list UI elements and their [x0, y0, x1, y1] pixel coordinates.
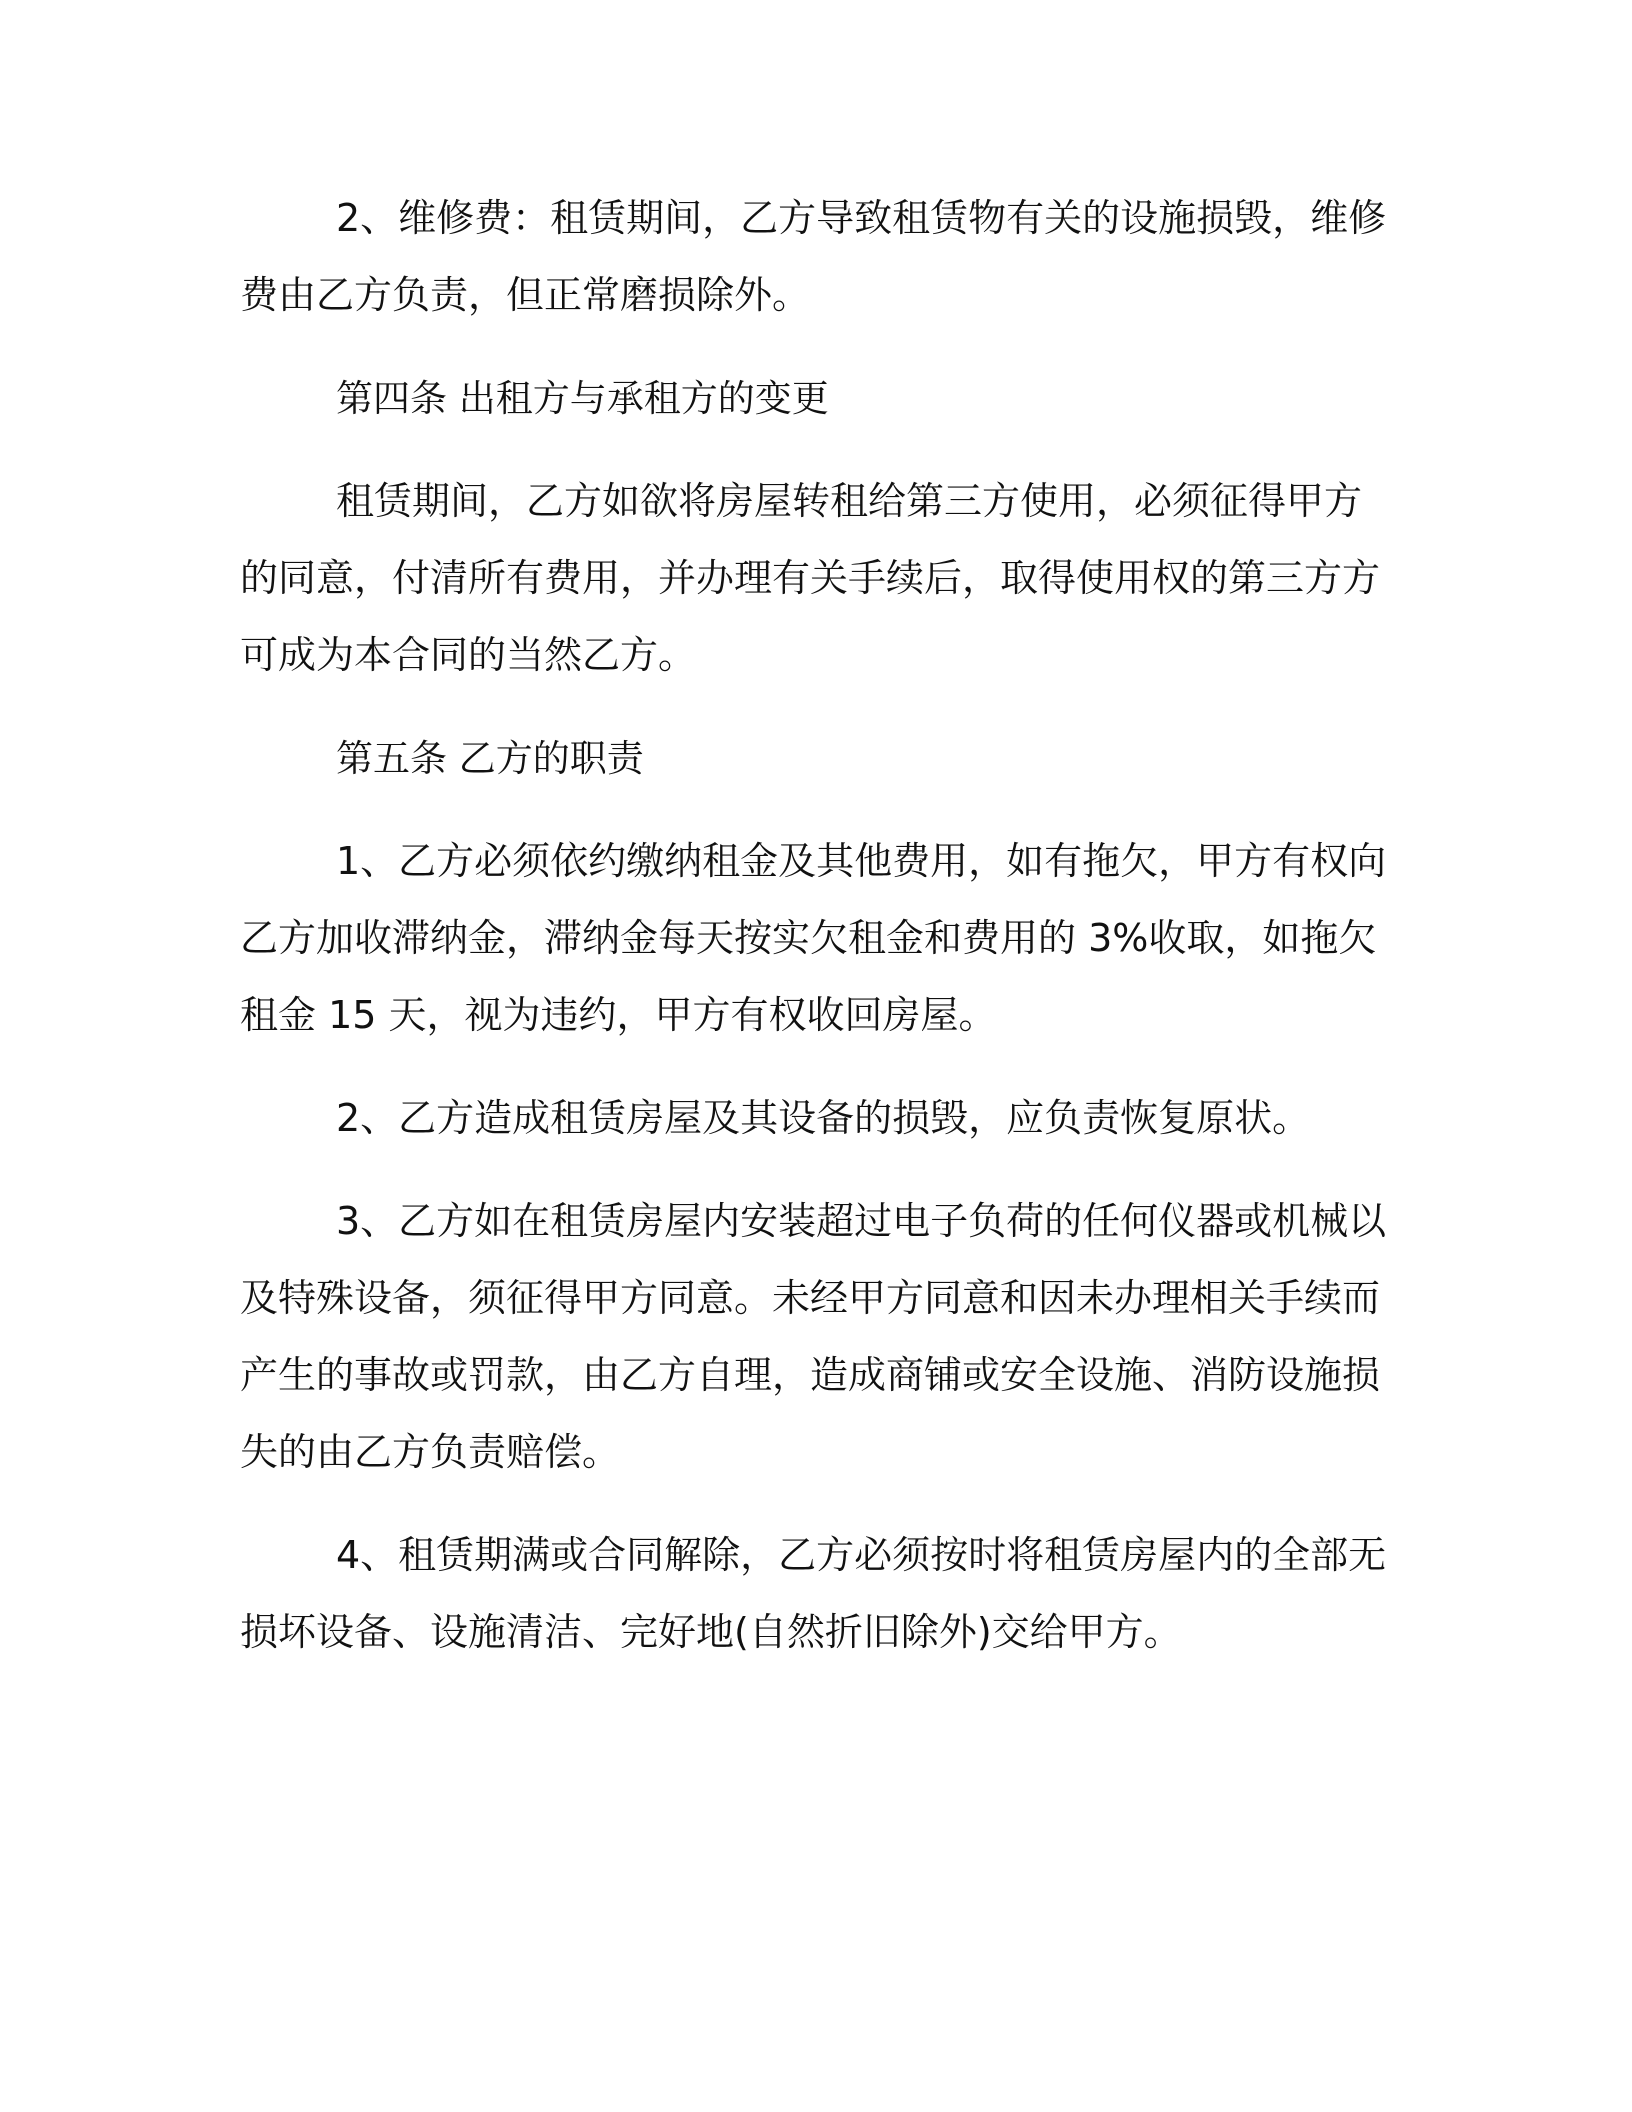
paragraph-lease-expiry: 4、租赁期满或合同解除，乙方必须按时将租赁房屋内的全部无损坏设备、设施清洁、完好地(自然折旧除外)交给甲方。 — [240, 1533, 1387, 1654]
article-5-heading: 第五条 乙方的职责 — [336, 737, 644, 780]
paragraph-rent-payment: 1、乙方必须依约缴纳租金及其他费用，如有拖欠，甲方有权向乙方加收滞纳金，滞纳金每天按实欠租金和费用的 3%收取，如拖欠租金 15 天，视为违约，甲方有权收回房屋。 — [240, 839, 1387, 1037]
paragraph-sublease: 租赁期间，乙方如欲将房屋转租给第三方使用，必须征得甲方的同意，付清所有费用，并办理有关手续后，取得使用权的第三方方可成为本合同的当然乙方。 — [240, 479, 1381, 677]
paragraph-maintenance-fee: 2、维修费：租赁期间，乙方导致租赁物有关的设施损毁，维修费由乙方负责，但正常磨损除外。 — [240, 196, 1387, 317]
paragraph-damage-restoration: 2、乙方造成租赁房屋及其设备的损毁，应负责恢复原状。 — [336, 1096, 1311, 1140]
paragraph-equipment-installation: 3、乙方如在租赁房屋内安装超过电子负荷的任何仪器或机械以及特殊设备，须征得甲方同意。未经甲方同意和因未办理相关手续而产生的事故或罚款，由乙方自理，造成商铺或安全设施、消防设施损失的由乙方负责赔偿。 — [240, 1199, 1387, 1474]
article-4-heading: 第四条 出租方与承租方的变更 — [336, 377, 829, 420]
document-body — [240, 180, 1390, 1697]
